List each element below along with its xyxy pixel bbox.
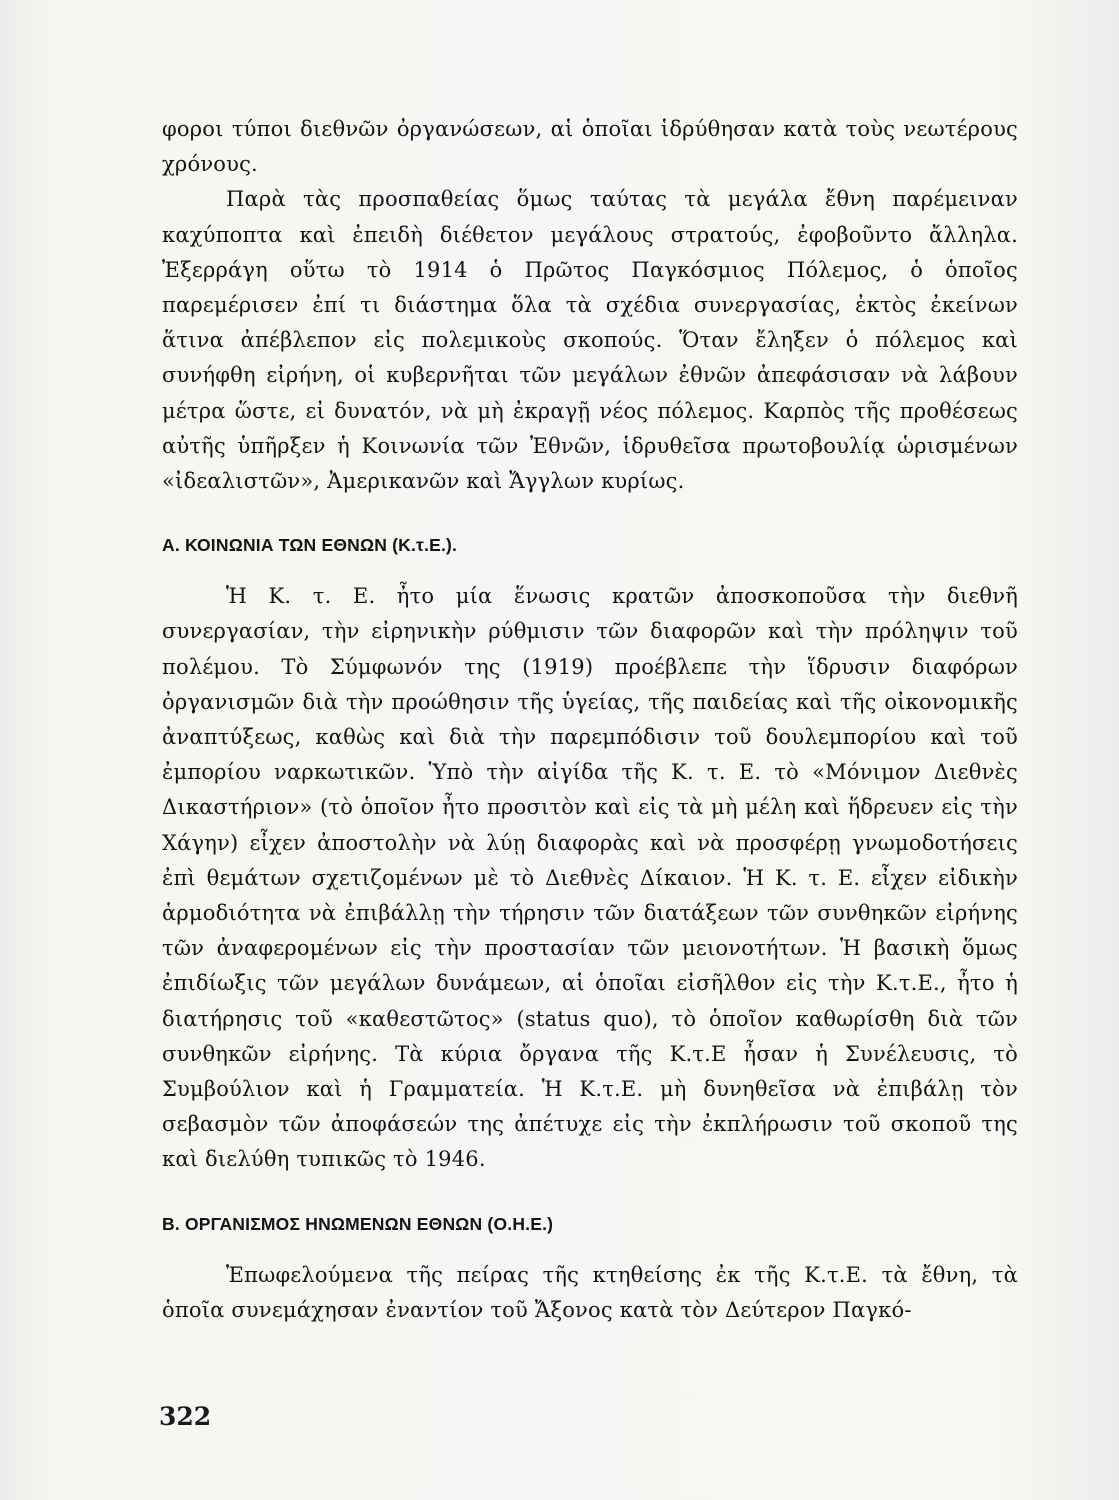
page-number: 322 xyxy=(159,1402,212,1431)
spacer xyxy=(162,557,1018,579)
spacer xyxy=(162,1236,1018,1258)
paragraph-continuation: φοροι τύποι διεθνῶν ὀργανώσεων, αἱ ὁποῖαι ἱδρύθησαν κατὰ τοὺς νεωτέρους χρόνους. xyxy=(162,117,1018,177)
section-a-heading: Α. ΚΟΙΝΩΝΙΑ ΤΩΝ ΕΘΝΩΝ (Κ.τ.Ε.). xyxy=(162,535,458,556)
spacer xyxy=(162,1178,1018,1212)
body-text xyxy=(162,112,1018,1328)
paragraph-league-origin: Παρὰ τὰς προσπαθείας ὅμως ταύτας τὰ μεγάλα ἔθνη παρέμειναν καχύποπτα καὶ ἐπειδὴ διέθετον μεγάλους στρατούς, ἐφοβοῦντο ἄλληλα. Ἐξερράγη οὕτω τὸ 1914 ὁ Πρῶτος Παγκόσμιος Πόλεμος, ὁ ὁποῖος παρεμέρισεν ἐπί τι διάστημα ὅλα τὰ σχέδια συνεργασίας, ἐκτὸς ἐκείνων ἅτινα ἀπέβλεπον εἰς πολεμικοὺς σκοπούς. Ὅταν ἔληξεν ὁ πόλεμος καὶ συνήφθη εἰρήνη, οἱ κυβερνῆται τῶν μεγάλων ἐθνῶν ἀπεφάσισαν νὰ λάβουν μέτρα ὥστε, εἰ δυνατόν, νὰ μὴ ἐκραγῇ νέος πόλεμος. Καρπὸς τῆς προθέσεως αὐτῆς ὑπῆρξεν ἡ Κοινωνία τῶν Ἐθνῶν, ἱδρυθεῖσα πρωτοβουλίᾳ ὡρισμένων «ἰδεαλιστῶν», Ἀμερικανῶν καὶ Ἄγγλων κυρίως. xyxy=(162,187,1018,494)
spacer xyxy=(162,499,1018,533)
section-b-heading: Β. ΟΡΓΑΝΙΣΜΟΣ ΗΝΩΜΕΝΩΝ ΕΘΝΩΝ (Ο.Η.Ε.) xyxy=(162,1213,554,1234)
section-b-paragraph: Ἐπωφελούμενα τῆς πείρας τῆς κτηθείσης ἐκ τῆς Κ.τ.Ε. τὰ ἔθνη, τὰ ὁποῖα συνεμάχησαν ἐναντίον τοῦ Ἄξονος κατὰ τὸν Δεύτερον Παγκό- xyxy=(162,1262,1018,1322)
section-a-paragraph: Ἡ Κ. τ. Ε. ἦτο μία ἕνωσις κρατῶν ἀποσκοποῦσα τὴν διεθνῆ συνεργασίαν, τὴν εἰρηνικὴν ρύθμισιν τῶν διαφορῶν καὶ τὴν πρόληψιν τοῦ πολέμου. Τὸ Σύμφωνόν της (1919) προέβλεπε τὴν ἵδρυσιν διαφόρων ὀργανισμῶν διὰ τὴν προώθησιν τῆς ὑγείας, τῆς παιδείας καὶ τῆς οἰκονομικῆς ἀναπτύξεως, καθὼς καὶ διὰ τὴν παρεμπόδισιν τοῦ δουλεμπορίου καὶ τοῦ ἐμπορίου ναρκωτικῶν. Ὑπὸ τὴν αἰγίδα τῆς Κ. τ. Ε. τὸ «Μόνιμον Διεθνὲς Δικαστήριον» (τὸ ὁποῖον ἦτο προσιτὸν καὶ εἰς τὰ μὴ μέλη καὶ ἥδρευεν εἰς τὴν Χάγην) εἶχεν ἀποστολὴν νὰ λύῃ διαφορὰς καὶ νὰ προσφέρῃ γνωμοδοτήσεις ἐπὶ θεμάτων σχετιζομένων μὲ τὸ Διεθνὲς Δίκαιον. Ἡ Κ. τ. Ε. εἶχεν εἰδικὴν ἁρμοδιότητα νὰ ἐπιβάλλῃ τὴν τήρησιν τῶν διατάξεων τῶν συνθηκῶν εἰρήνης τῶν ἀναφερομένων εἰς τὴν προστασίαν τῶν μειονοτήτων. Ἡ βασικὴ ὅμως ἐπιδίωξις τῶν μεγάλων δυνάμεων, αἱ ὁποῖαι εἰσῆλθον εἰς τὴν Κ.τ.Ε., ἦτο ἡ διατήρησις τοῦ «καθεστῶτος» (status quo), τὸ ὁποῖον καθωρίσθη διὰ τῶν συνθηκῶν εἰρήνης. Τὰ κύρια ὄργανα τῆς Κ.τ.Ε ἦσαν ἡ Συνέλευσις, τὸ Συμβούλιον καὶ ἡ Γραμματεία. Ἡ Κ.τ.Ε. μὴ δυνηθεῖσα νὰ ἐπιβάλῃ τὸν σεβασμὸν τῶν ἀποφάσεών της ἀπέτυχε εἰς τὴν ἐκπλήρωσιν τοῦ σκοποῦ της καὶ διελύθη τυπικῶς τὸ 1946. xyxy=(162,584,1018,1172)
